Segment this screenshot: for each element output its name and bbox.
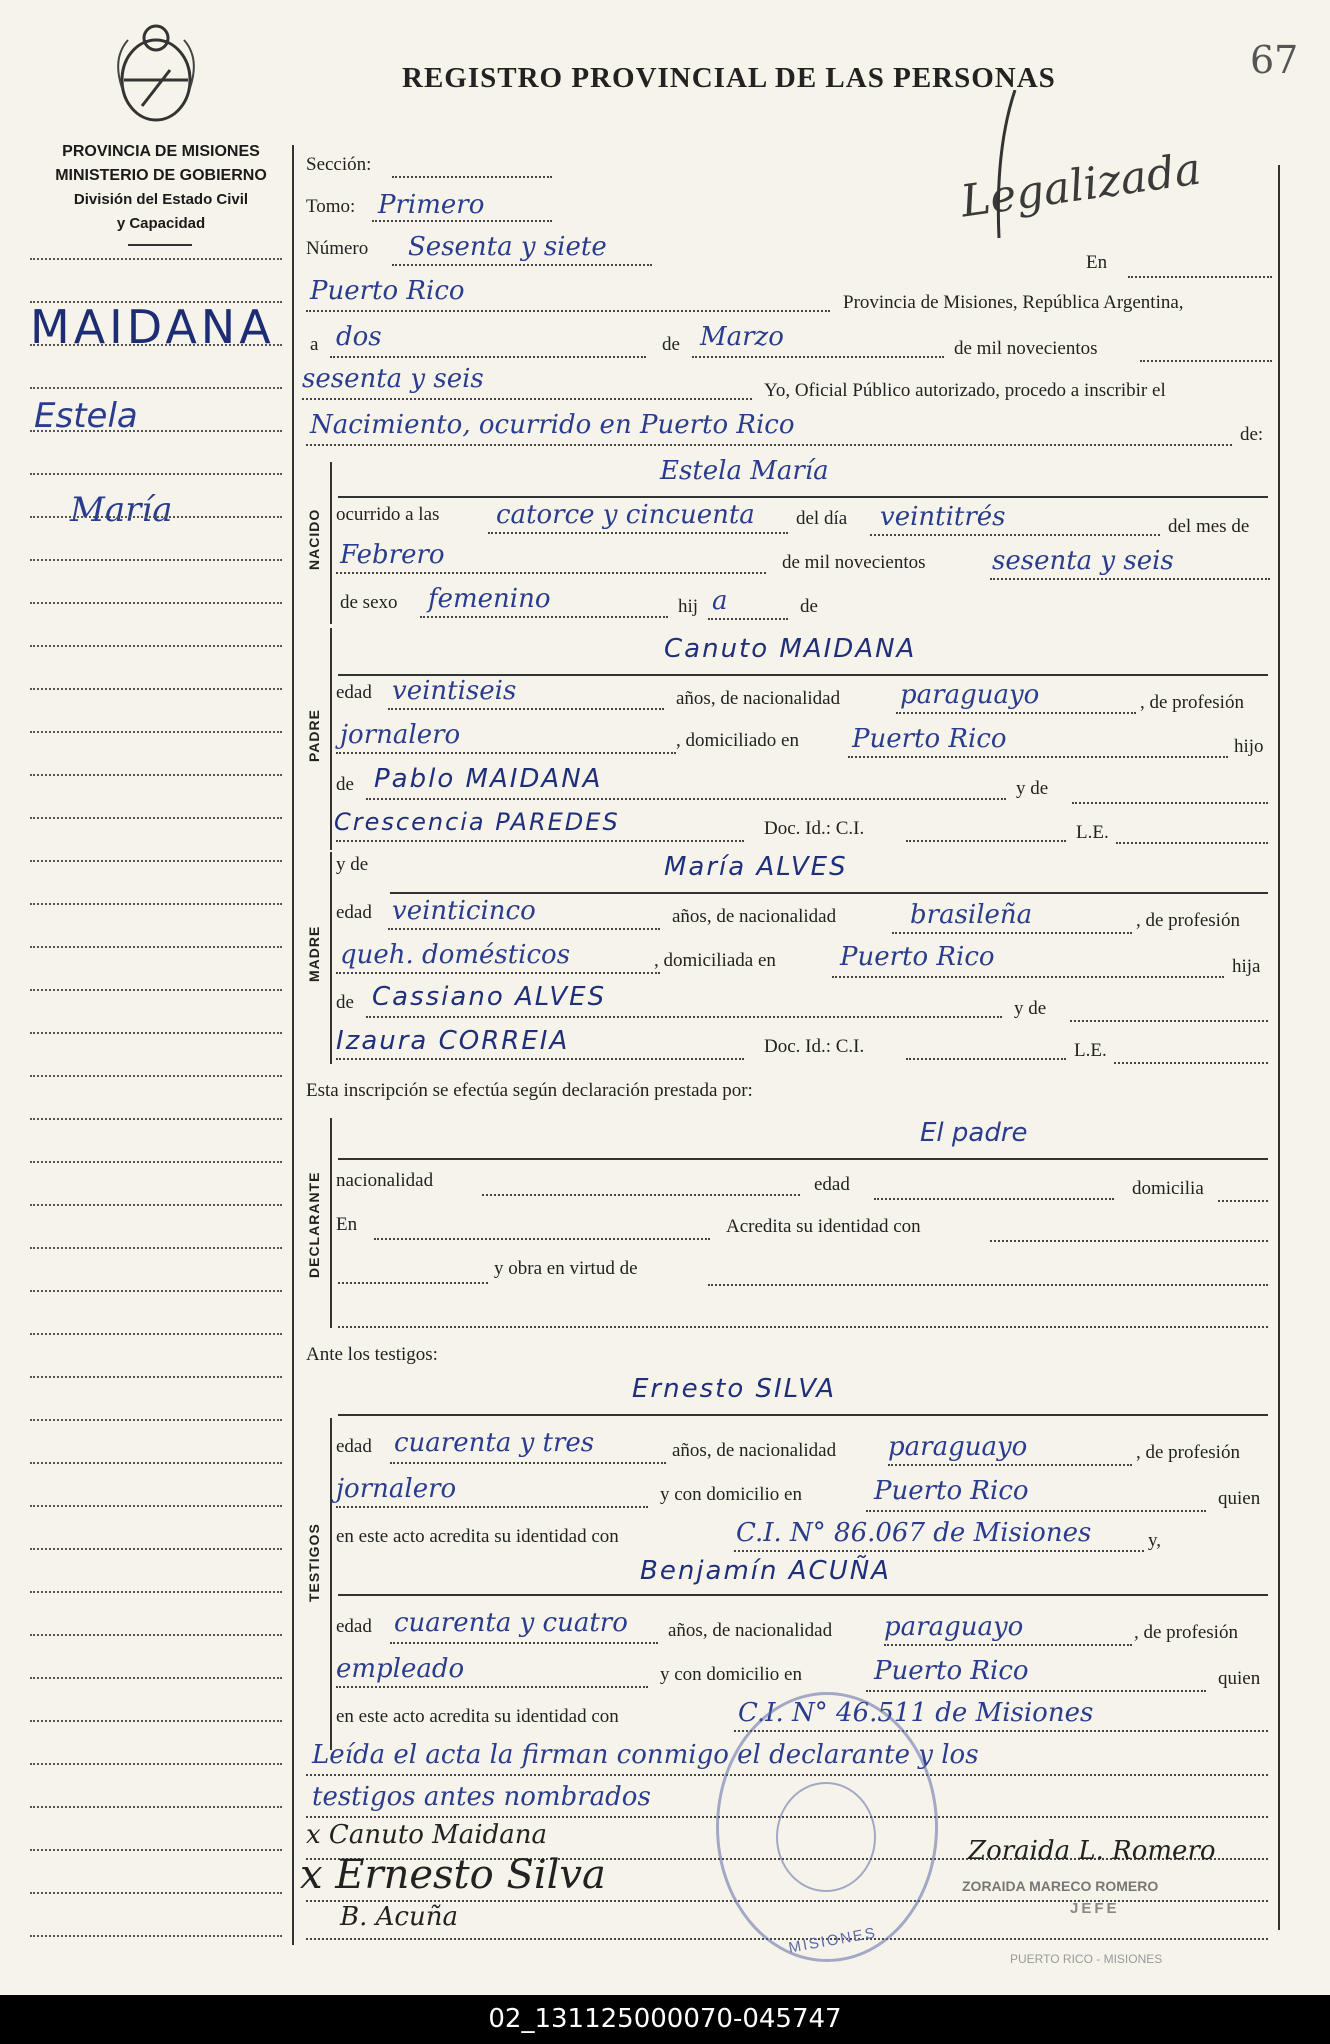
tomo-label: Tomo: — [306, 196, 356, 217]
declarante-edad-label: edad — [814, 1174, 850, 1195]
t1-prof-field — [336, 1506, 648, 1508]
margin-ruled-line — [30, 1462, 282, 1464]
t2-quien-label: quien — [1218, 1668, 1261, 1689]
t2-edad-value: cuarenta y cuatro — [394, 1608, 628, 1638]
declarante-value: El padre — [920, 1118, 1028, 1148]
seccion-field — [392, 176, 552, 178]
madre-padre-field — [366, 1016, 1002, 1018]
acto-value: Nacimiento, ocurrido en Puerto Rico — [310, 410, 795, 440]
madre-doc-label: Doc. Id.: C.I. — [764, 1036, 865, 1057]
margin-ruled-line — [30, 817, 282, 819]
anio-nac-value: sesenta y seis — [992, 546, 1174, 576]
margin-first-name: Estela — [34, 396, 138, 436]
padre-de-label: de — [336, 774, 354, 795]
padre-edad-value: veintiseis — [392, 676, 517, 706]
margin-ruled-line — [30, 516, 282, 518]
margin-ruled-line — [30, 1505, 282, 1507]
madre-y-de-label-2: y de — [1014, 998, 1047, 1019]
testigo2-name-value: Benjamín ACUÑA — [640, 1556, 891, 1586]
margin-ruled-line — [30, 989, 282, 991]
t2-prof-field — [336, 1686, 648, 1688]
testigo1-line — [338, 1414, 1268, 1416]
acto-field — [306, 444, 1232, 446]
official-seal-inner-icon — [776, 1782, 876, 1892]
padre-padre-value: Pablo MAIDANA — [374, 764, 603, 794]
de-label: de — [662, 334, 680, 355]
org-line: y Capacidad — [116, 215, 206, 232]
left-frame-line — [292, 145, 294, 1945]
tomo-field — [372, 220, 552, 222]
madre-le-label: L.E. — [1074, 1040, 1107, 1061]
padre-name-value: Canuto MAIDANA — [664, 634, 917, 664]
margin-ruled-line — [30, 1806, 282, 1808]
margin-ruled-line — [30, 301, 282, 303]
margin-ruled-line — [30, 1720, 282, 1722]
t1-doc-value: C.I. N° 86.067 de Misiones — [736, 1518, 1092, 1548]
dia-nac-field — [870, 534, 1160, 536]
sexo-value: femenino — [428, 584, 551, 614]
t1-doc-field — [734, 1550, 1144, 1552]
t1-edad-label: edad — [336, 1436, 372, 1457]
t2-profesion-label: , de profesión — [1134, 1622, 1238, 1643]
nacido-name-line — [338, 496, 1268, 498]
t1-nac-field — [888, 1464, 1132, 1466]
padre-nacionalidad-label: años, de nacionalidad — [676, 688, 841, 709]
margin-ruled-line — [30, 774, 282, 776]
hora-value: catorce y cincuenta — [496, 500, 755, 530]
t1-y-label: y, — [1148, 1530, 1162, 1551]
sexo-field — [420, 616, 668, 618]
numero-label: Número — [306, 238, 369, 259]
right-frame-line — [1278, 165, 1280, 1930]
madre-edad-field — [388, 928, 660, 930]
madre-madre-field — [336, 1058, 744, 1060]
de-mil-novecientos-label: de mil novecientos — [782, 552, 926, 573]
en-field — [1128, 276, 1272, 278]
declarante-nac-field — [482, 1194, 800, 1196]
mil-novecientos-label: de mil novecientos — [954, 338, 1098, 359]
padre-bracket — [330, 628, 332, 850]
org-line: MINISTERIO DE GOBIERNO — [55, 167, 267, 184]
testigo2-line — [338, 1594, 1268, 1596]
closing-text-2: testigos antes nombrados — [312, 1782, 651, 1812]
signature-declarante: x Canuto Maidana — [306, 1820, 548, 1850]
lugar-field — [306, 310, 830, 312]
nacido-bracket — [330, 462, 332, 624]
acredita-field — [990, 1240, 1268, 1242]
margin-ruled-line — [30, 1118, 282, 1120]
margin-ruled-line — [30, 1677, 282, 1679]
signature-testigo1: x Ernesto Silva — [300, 1852, 606, 1898]
page-number: 67 — [1250, 38, 1299, 82]
hora-field — [488, 532, 788, 534]
margin-ruled-line — [30, 1290, 282, 1292]
t2-doc-value: C.I. N° 46.511 de Misiones — [738, 1698, 1094, 1728]
ocurrido-label: ocurrido a las — [336, 504, 440, 525]
madre-name-value: María ALVES — [664, 852, 848, 882]
margin-second-name: María — [70, 490, 173, 530]
margin-ruled-line — [30, 1376, 282, 1378]
padre-nac-field — [896, 712, 1136, 714]
testigos-section-label: TESTIGOS — [306, 1523, 322, 1602]
t1-edad-value: cuarenta y tres — [394, 1428, 595, 1458]
domicilia-field — [1218, 1200, 1268, 1202]
acredita-label: Acredita su identidad con — [726, 1216, 921, 1237]
y-obra-label: y obra en virtud de — [494, 1258, 638, 1279]
padre-prof-value: jornalero — [340, 720, 461, 750]
margin-ruled-line — [30, 860, 282, 862]
dia-field — [330, 356, 646, 358]
madre-prof-value: queh. domésticos — [340, 940, 571, 970]
margin-ruled-line — [30, 1075, 282, 1077]
mil-novecientos-field — [1140, 360, 1272, 362]
madre-dom-value: Puerto Rico — [840, 942, 995, 972]
lugar-value: Puerto Rico — [310, 276, 465, 306]
t2-nacionalidad-label: años, de nacionalidad — [668, 1620, 833, 1641]
t1-quien-label: quien — [1218, 1488, 1261, 1509]
padre-padre-field — [366, 798, 1006, 800]
margin-ruled-line — [30, 344, 282, 346]
declarante-en-field — [374, 1238, 710, 1240]
margin-ruled-line — [30, 387, 282, 389]
scan-id-footer: 02_131125000070-045747 — [0, 1995, 1330, 2044]
madre-section-label: MADRE — [306, 925, 322, 982]
hijo-label: hijo — [1234, 736, 1264, 757]
coat-of-arms-icon — [112, 18, 200, 130]
declarante-edad-field — [874, 1198, 1114, 1200]
margin-ruled-line — [30, 1032, 282, 1034]
domiciliada-label: , domiciliada en — [654, 950, 776, 971]
t1-nac-value: paraguayo — [888, 1432, 1028, 1462]
declarante-section-label: DECLARANTE — [306, 1171, 322, 1278]
anio-field — [302, 398, 752, 400]
t1-prof-value: jornalero — [336, 1474, 457, 1504]
padre-dom-value: Puerto Rico — [852, 724, 1007, 754]
padre-edad-label: edad — [336, 682, 372, 703]
provincia-label: Provincia de Misiones, República Argentina, — [843, 292, 1184, 313]
declarante-nacionalidad-label: nacionalidad — [336, 1170, 434, 1191]
nacido-name-value: Estela María — [660, 456, 829, 486]
oficial-stamp-name: ZORAIDA MARECO ROMERO — [962, 1878, 1159, 1894]
margin-ruled-line — [30, 1204, 282, 1206]
margin-ruled-line — [30, 473, 282, 475]
oficial-stamp-title: JEFE — [1070, 1900, 1120, 1917]
t1-profesion-label: , de profesión — [1136, 1442, 1240, 1463]
padre-edad-field — [388, 708, 664, 710]
sexo-label: de sexo — [340, 592, 398, 613]
esta-inscripcion-label: Esta inscripción se efectúa según declaración prestada por: — [306, 1080, 753, 1101]
anio-nac-field — [990, 578, 1270, 580]
declarante-extra-field — [338, 1326, 1268, 1328]
del-mes-label: del mes de — [1168, 516, 1250, 537]
madre-profesion-label: , de profesión — [1136, 910, 1240, 931]
margin-ruled-line — [30, 258, 282, 260]
t1-dom-value: Puerto Rico — [874, 1476, 1029, 1506]
ante-testigos-label: Ante los testigos: — [306, 1344, 438, 1365]
tomo-value: Primero — [378, 190, 485, 220]
numero-field — [392, 264, 652, 266]
margin-ruled-line — [30, 1548, 282, 1550]
t2-edad-label: edad — [336, 1616, 372, 1637]
madre-madre-value: Izaura CORREIA — [336, 1026, 570, 1056]
declarante-line — [338, 1158, 1268, 1160]
mes-nac-value: Febrero — [340, 540, 445, 570]
madre-edad-label: edad — [336, 902, 372, 923]
en-label: En — [1086, 252, 1108, 273]
issuing-office — [30, 140, 292, 236]
t2-acredita-label: en este acto acredita su identidad con — [336, 1706, 619, 1727]
margin-ruled-line — [30, 559, 282, 561]
margin-ruled-line — [30, 1763, 282, 1765]
t1-dom-field — [866, 1510, 1206, 1512]
padre-dom-field — [848, 756, 1228, 758]
margin-ruled-line — [30, 1333, 282, 1335]
seccion-label: Sección: — [306, 154, 372, 175]
padre-prof-field — [336, 752, 676, 754]
margin-ruled-line — [30, 602, 282, 604]
document-title: REGISTRO PROVINCIAL DE LAS PERSONAS — [402, 62, 1056, 94]
domicilia-label: domicilia — [1132, 1178, 1204, 1199]
de-colon-label: de: — [1240, 424, 1264, 445]
margin-ruled-line — [30, 1849, 282, 1851]
yo-oficial-label: Yo, Oficial Público autorizado, procedo a inscribir el — [764, 380, 1166, 401]
madre-y-de-label: y de — [336, 854, 369, 875]
declarante-en-label: En — [336, 1214, 358, 1235]
org-line: PROVINCIA DE MISIONES — [62, 143, 260, 160]
declarante-bracket — [330, 1118, 332, 1328]
anio-value: sesenta y seis — [302, 364, 484, 394]
seal-text: MISIONES — [787, 1924, 879, 1957]
hij-label: hij — [678, 596, 699, 617]
t2-prof-value: empleado — [336, 1654, 465, 1684]
madre-dom-field — [832, 976, 1224, 978]
madre-bracket — [330, 852, 332, 1064]
margin-ruled-line — [30, 645, 282, 647]
margin-ruled-line — [30, 430, 282, 432]
padre-nac-value: paraguayo — [900, 680, 1040, 710]
margin-surname: MAIDANA — [30, 300, 275, 354]
t1-domicilio-label: y con domicilio en — [660, 1484, 802, 1505]
padre-madre-value: Crescencia PAREDES — [334, 808, 620, 836]
madre-name-line — [390, 892, 1268, 894]
margin-ruled-line — [30, 731, 282, 733]
t1-edad-field — [390, 1462, 666, 1464]
signature-oficial: Zoraida L. Romero — [968, 1836, 1216, 1866]
madre-padre-value: Cassiano ALVES — [372, 982, 607, 1012]
testigo1-name-value: Ernesto SILVA — [632, 1374, 837, 1404]
y-obra-field — [708, 1284, 1268, 1286]
madre-prof-field — [336, 972, 660, 974]
signature-testigo2: B. Acuña — [340, 1902, 458, 1932]
padre-y-de-field — [1072, 802, 1268, 804]
testigos-bracket — [330, 1418, 332, 1750]
margin-ruled-line — [30, 688, 282, 690]
madre-nac-value: brasileña — [910, 900, 1033, 930]
margin-ruled-line — [30, 1419, 282, 1421]
mes-field — [692, 356, 944, 358]
t2-nac-value: paraguayo — [884, 1612, 1024, 1642]
t2-nac-field — [884, 1644, 1132, 1646]
dia-value: dos — [336, 322, 382, 352]
a-label: a — [310, 334, 319, 355]
t1-nacionalidad-label: años, de nacionalidad — [672, 1440, 837, 1461]
madre-y-de-field — [1070, 1020, 1268, 1022]
margin-ruled-line — [30, 1634, 282, 1636]
org-line: División del Estado Civil — [73, 191, 249, 208]
padre-doc-field — [906, 840, 1066, 842]
mes-nac-field — [336, 572, 766, 574]
de-label-2: de — [800, 596, 818, 617]
margin-ruled-line — [30, 903, 282, 905]
madre-nac-field — [892, 932, 1132, 934]
padre-y-de-label: y de — [1016, 778, 1049, 799]
nacido-section-label: NACIDO — [306, 508, 322, 570]
t1-acredita-label: en este acto acredita su identidad con — [336, 1526, 619, 1547]
padre-section-label: PADRE — [306, 709, 322, 762]
margin-ruled-line — [30, 1935, 282, 1937]
padre-doc-label: Doc. Id.: C.I. — [764, 818, 865, 839]
mes-value: Marzo — [700, 322, 784, 352]
madre-doc-field — [906, 1058, 1066, 1060]
hija-label: hija — [1232, 956, 1261, 977]
margin-ruled-line — [30, 1247, 282, 1249]
numero-value: Sesenta y siete — [408, 232, 607, 262]
t2-edad-field — [390, 1642, 658, 1644]
madre-edad-value: veinticinco — [392, 896, 536, 926]
t2-dom-value: Puerto Rico — [874, 1656, 1029, 1686]
padre-madre-field — [336, 840, 744, 842]
padre-le-field — [1116, 842, 1268, 844]
padre-le-label: L.E. — [1076, 822, 1109, 843]
closing-text-1: Leída el acta la firman conmigo el declarante y los — [312, 1740, 979, 1770]
domiciliado-label: , domiciliado en — [676, 730, 799, 751]
t2-domicilio-label: y con domicilio en — [660, 1664, 802, 1685]
oficial-stamp-place: PUERTO RICO - MISIONES — [1010, 1952, 1163, 1966]
padre-profesion-label: , de profesión — [1140, 692, 1244, 713]
margin-ruled-line — [30, 946, 282, 948]
margin-ruled-line — [30, 1161, 282, 1163]
madre-le-field — [1114, 1062, 1268, 1064]
margin-ruled-line — [30, 1591, 282, 1593]
declarante-blank-field — [338, 1282, 488, 1284]
legalizada-stamp: Legalizada — [957, 143, 1204, 228]
hij-field — [708, 618, 788, 620]
madre-nacionalidad-label: años, de nacionalidad — [672, 906, 837, 927]
stamp-stroke-icon — [985, 90, 1025, 240]
dia-nac-value: veintitrés — [880, 502, 1006, 532]
madre-de-label: de — [336, 992, 354, 1013]
t2-dom-field — [866, 1690, 1206, 1692]
divider — [128, 244, 192, 246]
margin-ruled-line — [30, 1892, 282, 1894]
del-dia-label: del día — [796, 508, 848, 529]
hij-value: a — [712, 586, 728, 616]
